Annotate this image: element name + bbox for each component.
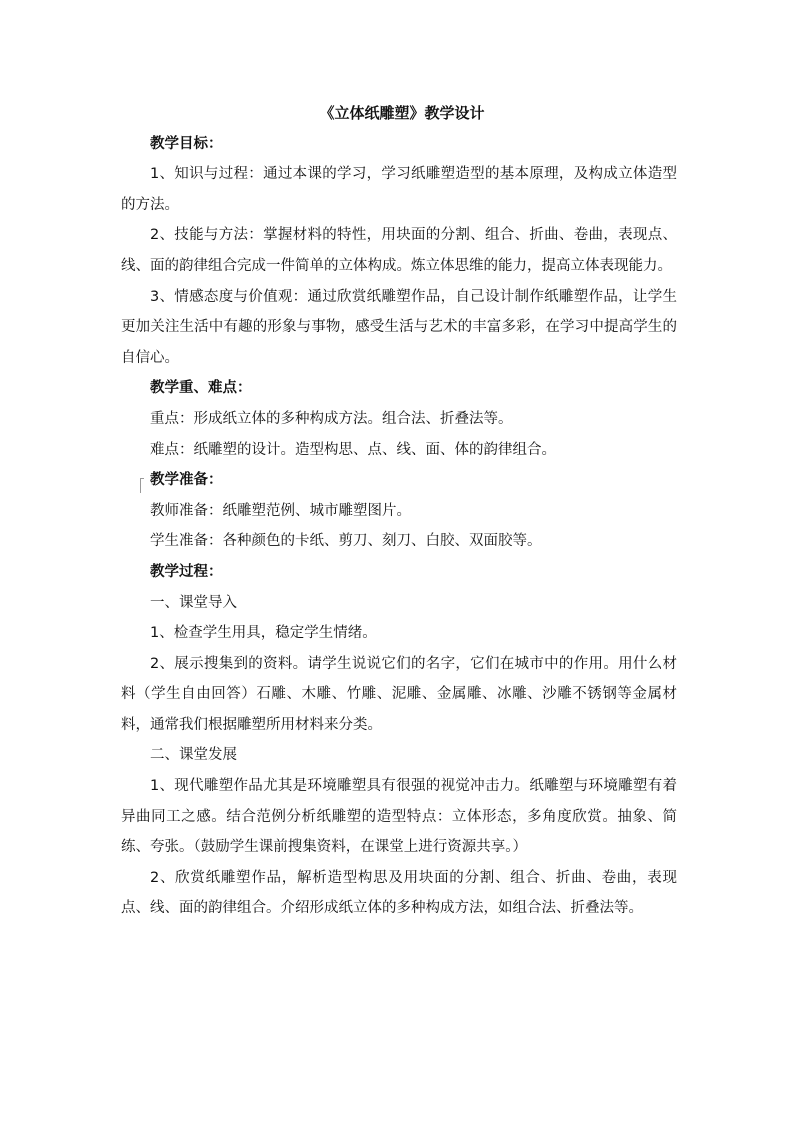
objective-item: 1、知识与过程：通过本课的学习，学习纸雕塑造型的基本原理，及构成立体造型的方法。	[121, 166, 677, 213]
process-heading: 教学过程：	[150, 563, 223, 580]
key-point-item: 重点：形成纸立体的多种构成方法。组合法、折叠法等。	[150, 410, 513, 427]
preparation-item: 教师准备：纸雕塑范例、城市雕塑图片。	[150, 502, 411, 519]
document-body	[121, 98, 677, 924]
process-item: 2、展示搜集到的资料。请学生说说它们的名字，它们在城市中的作用。用什么材料（学生自由回答）石雕、木雕、竹雕、泥雕、金属雕、冰雕、沙雕不锈钢等金属材料，通常我们根据雕塑所用材料来分类。	[121, 655, 677, 733]
objective-item: 3、情感态度与价值观：通过欣赏纸雕塑作品，自己设计制作纸雕塑作品，让学生更加关注生活中有趣的形象与事物，感受生活与艺术的丰富多彩，在学习中提高学生的自信心。	[121, 288, 677, 366]
objectives-heading: 教学目标：	[150, 135, 223, 152]
document-title: 《立体纸雕塑》教学设计	[319, 104, 485, 122]
process-item: 一、课堂导入	[150, 594, 237, 611]
preparation-item: 学生准备：各种颜色的卡纸、剪刀、刻刀、白胶、双面胶等。	[150, 533, 542, 550]
preparation-heading: 教学准备：	[150, 472, 223, 489]
process-item: 1、检查学生用具，稳定学生情绪。	[150, 625, 377, 642]
process-item: 1、现代雕塑作品尤其是环境雕塑具有很强的视觉冲击力。纸雕塑与环境雕塑有着异曲同工之感。结合范例分析纸雕塑的造型特点：立体形态，多角度欣赏。抽象、简练、夸张。（鼓励学生课前搜集资料，在课堂上进行资源共享。）	[121, 778, 677, 856]
key-points-heading: 教学重、难点：	[150, 380, 252, 397]
process-item: 2、欣赏纸雕塑作品，解析造型构思及用块面的分割、组合、折曲、卷曲，表现点、线、面的韵律组合。介绍形成纸立体的多种构成方法，如组合法、折叠法等。	[121, 869, 677, 917]
objective-item: 2、技能与方法：掌握材料的特性，用块面的分割、组合、折曲、卷曲，表现点、线、面的韵律组合完成一件简单的立体构成。炼立体思维的能力，提高立体表现能力。	[121, 227, 677, 274]
process-item: 二、课堂发展	[150, 747, 237, 764]
key-point-item: 难点：纸雕塑的设计。造型构思、点、线、面、体的韵律组合。	[150, 441, 556, 458]
